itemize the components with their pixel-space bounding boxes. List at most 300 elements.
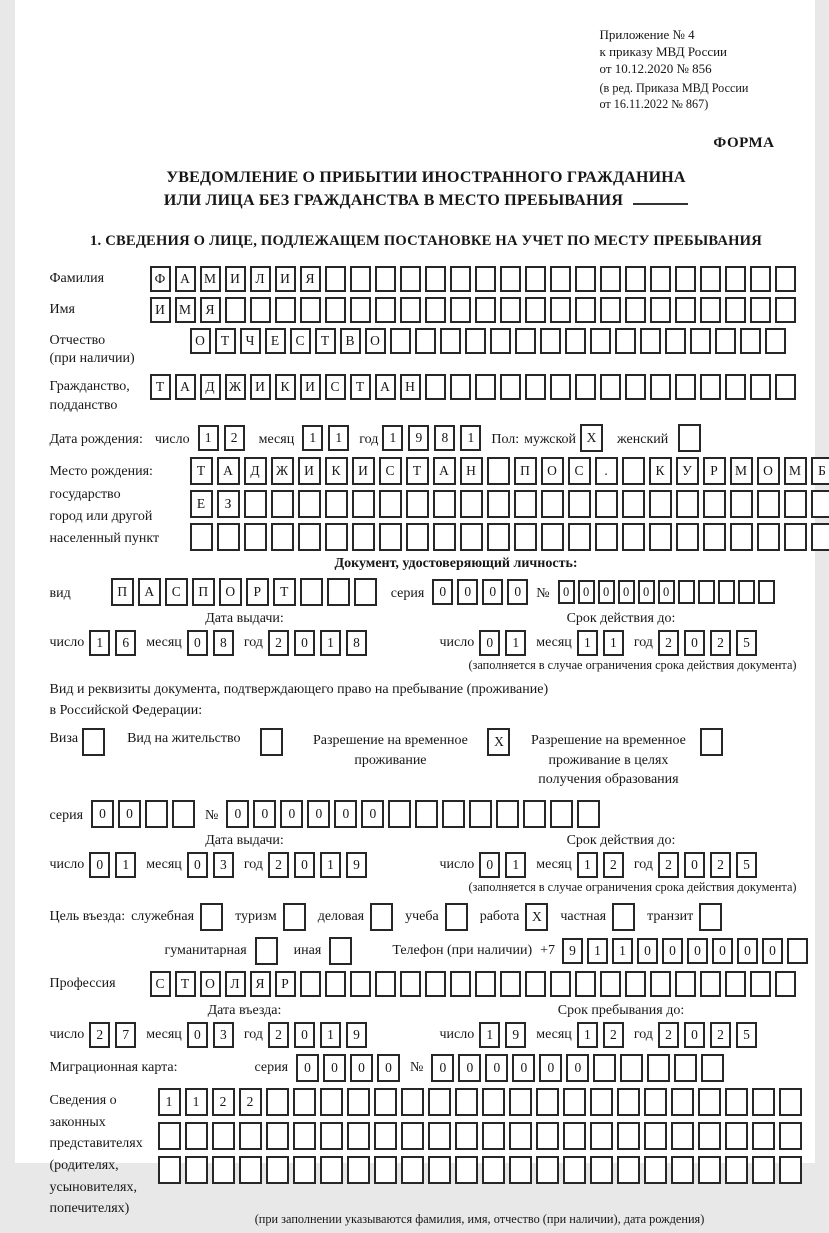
char-box[interactable]: 0	[687, 938, 708, 964]
char-box[interactable]	[752, 1156, 775, 1184]
char-box[interactable]	[450, 374, 471, 400]
char-box[interactable]	[525, 374, 546, 400]
char-box[interactable]	[370, 903, 393, 931]
char-box[interactable]	[490, 328, 511, 354]
char-box[interactable]	[300, 971, 321, 997]
char-box[interactable]	[172, 800, 195, 828]
char-box[interactable]	[675, 374, 696, 400]
char-box[interactable]: З	[217, 490, 240, 518]
char-box[interactable]: Д	[200, 374, 221, 400]
char-box[interactable]	[400, 297, 421, 323]
char-box[interactable]: 0	[658, 580, 675, 604]
char-box[interactable]	[700, 297, 721, 323]
char-box[interactable]	[650, 971, 671, 997]
char-box[interactable]: 2	[89, 1022, 110, 1048]
char-box[interactable]: 2	[212, 1088, 235, 1116]
char-box[interactable]: 0	[558, 580, 575, 604]
char-box[interactable]	[442, 800, 465, 828]
char-box[interactable]: 2	[224, 425, 245, 451]
char-box[interactable]: 0	[507, 579, 528, 605]
char-box[interactable]	[725, 374, 746, 400]
char-box[interactable]: А	[138, 578, 161, 606]
char-box[interactable]	[509, 1122, 532, 1150]
char-box[interactable]: 0	[89, 852, 110, 878]
char-box[interactable]	[428, 1156, 451, 1184]
char-box[interactable]	[750, 971, 771, 997]
char-box[interactable]	[347, 1156, 370, 1184]
char-box[interactable]	[617, 1088, 640, 1116]
char-box[interactable]	[725, 266, 746, 292]
char-box[interactable]: Н	[400, 374, 421, 400]
char-box[interactable]: 1	[328, 425, 349, 451]
char-box[interactable]	[374, 1088, 397, 1116]
char-box[interactable]	[320, 1122, 343, 1150]
char-box[interactable]: 0	[294, 852, 315, 878]
char-box[interactable]: О	[200, 971, 221, 997]
char-box[interactable]: Т	[273, 578, 296, 606]
char-box[interactable]: П	[192, 578, 215, 606]
char-box[interactable]: Ч	[240, 328, 261, 354]
char-box[interactable]	[200, 903, 223, 931]
char-box[interactable]	[401, 1156, 424, 1184]
char-box[interactable]	[779, 1088, 802, 1116]
char-box[interactable]: Б	[811, 457, 829, 485]
char-box[interactable]: 1	[382, 425, 403, 451]
char-box[interactable]	[678, 580, 695, 604]
char-box[interactable]: 0	[350, 1054, 373, 1082]
char-box[interactable]	[699, 903, 722, 931]
char-box[interactable]: 0	[637, 938, 658, 964]
char-box[interactable]	[325, 490, 348, 518]
char-box[interactable]	[475, 971, 496, 997]
char-box[interactable]: 7	[115, 1022, 136, 1048]
char-box[interactable]	[401, 1088, 424, 1116]
char-box[interactable]	[354, 578, 377, 606]
char-box[interactable]	[325, 297, 346, 323]
char-box[interactable]	[765, 328, 786, 354]
char-box[interactable]	[540, 328, 561, 354]
char-box[interactable]	[700, 971, 721, 997]
char-box[interactable]: С	[165, 578, 188, 606]
char-box[interactable]	[671, 1122, 694, 1150]
char-box[interactable]	[225, 297, 246, 323]
char-box[interactable]	[455, 1156, 478, 1184]
char-box[interactable]	[703, 490, 726, 518]
char-box[interactable]: 1	[479, 1022, 500, 1048]
char-box[interactable]	[465, 328, 486, 354]
char-box[interactable]	[811, 523, 829, 551]
char-box[interactable]	[676, 490, 699, 518]
char-box[interactable]: 8	[213, 630, 234, 656]
char-box[interactable]	[455, 1088, 478, 1116]
char-box[interactable]: Я	[300, 266, 321, 292]
char-box[interactable]: 1	[587, 938, 608, 964]
char-box[interactable]	[509, 1088, 532, 1116]
char-box[interactable]: 1	[460, 425, 481, 451]
char-box[interactable]	[590, 328, 611, 354]
char-box[interactable]: Я	[200, 297, 221, 323]
char-box[interactable]	[390, 328, 411, 354]
char-box[interactable]: К	[325, 457, 348, 485]
char-box[interactable]	[388, 800, 411, 828]
char-box[interactable]	[536, 1156, 559, 1184]
char-box[interactable]	[650, 297, 671, 323]
char-box[interactable]: О	[757, 457, 780, 485]
char-box[interactable]	[445, 903, 468, 931]
char-box[interactable]	[325, 266, 346, 292]
char-box[interactable]	[298, 523, 321, 551]
char-box[interactable]: Е	[265, 328, 286, 354]
char-box[interactable]	[185, 1122, 208, 1150]
char-box[interactable]	[640, 328, 661, 354]
char-box[interactable]	[650, 266, 671, 292]
char-box[interactable]	[487, 523, 510, 551]
char-box[interactable]	[595, 490, 618, 518]
char-box[interactable]: 1	[577, 852, 598, 878]
char-box[interactable]: О	[541, 457, 564, 485]
char-box[interactable]	[425, 266, 446, 292]
char-box[interactable]	[460, 490, 483, 518]
char-box[interactable]: С	[568, 457, 591, 485]
char-box[interactable]	[300, 297, 321, 323]
char-box[interactable]	[406, 523, 429, 551]
char-box[interactable]	[740, 328, 761, 354]
char-box[interactable]	[525, 297, 546, 323]
char-box[interactable]: 9	[505, 1022, 526, 1048]
char-box[interactable]	[475, 374, 496, 400]
char-box[interactable]	[779, 1156, 802, 1184]
char-box[interactable]: 1	[577, 630, 598, 656]
char-box[interactable]	[244, 490, 267, 518]
char-box[interactable]	[185, 1156, 208, 1184]
char-box[interactable]: Р	[703, 457, 726, 485]
char-box[interactable]	[298, 490, 321, 518]
char-box[interactable]: А	[175, 266, 196, 292]
char-box[interactable]: 2	[658, 852, 679, 878]
char-box[interactable]	[375, 297, 396, 323]
char-box[interactable]	[266, 1088, 289, 1116]
char-box[interactable]	[698, 580, 715, 604]
char-box[interactable]: 1	[302, 425, 323, 451]
char-box[interactable]	[676, 523, 699, 551]
char-box[interactable]: Т	[175, 971, 196, 997]
char-box[interactable]: К	[275, 374, 296, 400]
char-box[interactable]: Ж	[271, 457, 294, 485]
char-box[interactable]	[775, 374, 796, 400]
char-box[interactable]	[428, 1122, 451, 1150]
char-box[interactable]	[347, 1122, 370, 1150]
char-box[interactable]	[460, 523, 483, 551]
char-box[interactable]	[617, 1122, 640, 1150]
char-box[interactable]: 0	[432, 579, 453, 605]
char-box[interactable]	[325, 523, 348, 551]
char-box[interactable]	[271, 490, 294, 518]
char-box[interactable]: 2	[268, 1022, 289, 1048]
char-box[interactable]	[600, 971, 621, 997]
char-box[interactable]	[536, 1088, 559, 1116]
char-box[interactable]	[718, 580, 735, 604]
char-box[interactable]	[675, 266, 696, 292]
char-box[interactable]	[698, 1122, 721, 1150]
char-box[interactable]	[600, 266, 621, 292]
char-box[interactable]	[525, 971, 546, 997]
char-box[interactable]	[750, 374, 771, 400]
char-box[interactable]	[622, 457, 645, 485]
char-box[interactable]	[725, 971, 746, 997]
char-box[interactable]: 0	[457, 579, 478, 605]
char-box[interactable]: 3	[213, 1022, 234, 1048]
char-box[interactable]	[750, 266, 771, 292]
char-box[interactable]: 0	[226, 800, 249, 828]
char-box[interactable]	[563, 1088, 586, 1116]
char-box[interactable]	[725, 297, 746, 323]
char-box[interactable]: М	[175, 297, 196, 323]
char-box[interactable]	[509, 1156, 532, 1184]
char-box[interactable]: 1	[505, 630, 526, 656]
char-box[interactable]: 2	[658, 1022, 679, 1048]
char-box[interactable]	[565, 328, 586, 354]
char-box[interactable]: 3	[213, 852, 234, 878]
char-box[interactable]	[352, 490, 375, 518]
char-box[interactable]	[425, 374, 446, 400]
char-box[interactable]: И	[150, 297, 171, 323]
char-box[interactable]	[600, 297, 621, 323]
char-box[interactable]: 1	[115, 852, 136, 878]
char-box[interactable]: А	[433, 457, 456, 485]
char-box[interactable]	[347, 1088, 370, 1116]
char-box[interactable]: 0	[482, 579, 503, 605]
char-box[interactable]	[425, 297, 446, 323]
char-box[interactable]: .	[595, 457, 618, 485]
char-box[interactable]	[401, 1122, 424, 1150]
char-box[interactable]	[293, 1122, 316, 1150]
char-box[interactable]	[250, 297, 271, 323]
char-box[interactable]	[649, 490, 672, 518]
char-box[interactable]: С	[290, 328, 311, 354]
char-box[interactable]	[541, 490, 564, 518]
char-box[interactable]: О	[365, 328, 386, 354]
char-box[interactable]: Ф	[150, 266, 171, 292]
char-box[interactable]	[730, 490, 753, 518]
char-box[interactable]	[212, 1122, 235, 1150]
char-box[interactable]	[750, 297, 771, 323]
char-box[interactable]: 1	[612, 938, 633, 964]
char-box[interactable]: 0	[458, 1054, 481, 1082]
char-box[interactable]	[568, 490, 591, 518]
char-box[interactable]	[550, 266, 571, 292]
char-box[interactable]	[266, 1122, 289, 1150]
char-box[interactable]	[482, 1156, 505, 1184]
char-box[interactable]	[575, 297, 596, 323]
char-box[interactable]	[775, 266, 796, 292]
char-box[interactable]	[590, 1156, 613, 1184]
char-box[interactable]	[593, 1054, 616, 1082]
char-box[interactable]: Т	[190, 457, 213, 485]
char-box[interactable]: 8	[434, 425, 455, 451]
char-box[interactable]	[482, 1122, 505, 1150]
char-box[interactable]	[400, 971, 421, 997]
char-box[interactable]: 0	[762, 938, 783, 964]
char-box[interactable]	[406, 490, 429, 518]
char-box[interactable]	[575, 374, 596, 400]
char-box[interactable]: М	[784, 457, 807, 485]
char-box[interactable]	[644, 1088, 667, 1116]
char-box[interactable]: 8	[346, 630, 367, 656]
char-box[interactable]: 0	[187, 1022, 208, 1048]
char-box[interactable]	[514, 490, 537, 518]
char-box[interactable]: 9	[562, 938, 583, 964]
char-box[interactable]: 2	[603, 852, 624, 878]
char-box[interactable]	[271, 523, 294, 551]
char-box[interactable]: 1	[185, 1088, 208, 1116]
char-box[interactable]	[620, 1054, 643, 1082]
char-box[interactable]	[650, 374, 671, 400]
char-box[interactable]	[675, 297, 696, 323]
char-box[interactable]: Я	[250, 971, 271, 997]
char-box[interactable]	[374, 1122, 397, 1150]
char-box[interactable]: В	[340, 328, 361, 354]
char-box[interactable]: И	[300, 374, 321, 400]
char-box[interactable]	[239, 1122, 262, 1150]
char-box[interactable]: М	[200, 266, 221, 292]
char-box[interactable]: Т	[215, 328, 236, 354]
char-box[interactable]	[525, 266, 546, 292]
char-box[interactable]	[275, 297, 296, 323]
char-box[interactable]	[625, 374, 646, 400]
char-box[interactable]: О	[190, 328, 211, 354]
char-box[interactable]	[644, 1156, 667, 1184]
char-box[interactable]: 0	[294, 630, 315, 656]
char-box[interactable]	[469, 800, 492, 828]
char-box[interactable]	[625, 266, 646, 292]
char-box[interactable]	[698, 1088, 721, 1116]
char-box[interactable]: 0	[431, 1054, 454, 1082]
char-box[interactable]: 1	[577, 1022, 598, 1048]
char-box[interactable]	[647, 1054, 670, 1082]
char-box[interactable]: 1	[320, 630, 341, 656]
char-box[interactable]	[590, 1088, 613, 1116]
char-box[interactable]: 1	[505, 852, 526, 878]
char-box[interactable]: Н	[460, 457, 483, 485]
char-box[interactable]	[698, 1156, 721, 1184]
char-box[interactable]	[400, 266, 421, 292]
char-box[interactable]: И	[352, 457, 375, 485]
char-box[interactable]	[350, 297, 371, 323]
char-box[interactable]: Р	[246, 578, 269, 606]
char-box[interactable]	[239, 1156, 262, 1184]
char-box[interactable]	[625, 971, 646, 997]
char-box[interactable]: 9	[408, 425, 429, 451]
char-box[interactable]: 1	[320, 852, 341, 878]
char-box[interactable]: Ж	[225, 374, 246, 400]
char-box[interactable]	[775, 971, 796, 997]
char-box[interactable]: 0	[377, 1054, 400, 1082]
char-box[interactable]	[350, 266, 371, 292]
char-box[interactable]: И	[298, 457, 321, 485]
char-box[interactable]: А	[375, 374, 396, 400]
char-box[interactable]	[758, 580, 775, 604]
char-box[interactable]	[293, 1156, 316, 1184]
char-box[interactable]: О	[219, 578, 242, 606]
char-box[interactable]	[563, 1122, 586, 1150]
char-box[interactable]	[550, 297, 571, 323]
char-box[interactable]: X	[580, 424, 603, 452]
char-box[interactable]: 9	[346, 1022, 367, 1048]
char-box[interactable]	[671, 1088, 694, 1116]
char-box[interactable]: 0	[187, 630, 208, 656]
char-box[interactable]	[536, 1122, 559, 1150]
char-box[interactable]	[320, 1156, 343, 1184]
char-box[interactable]: 0	[334, 800, 357, 828]
char-box[interactable]	[500, 374, 521, 400]
char-box[interactable]: Т	[406, 457, 429, 485]
char-box[interactable]	[352, 523, 375, 551]
char-box[interactable]	[475, 297, 496, 323]
char-box[interactable]: К	[649, 457, 672, 485]
char-box[interactable]	[550, 374, 571, 400]
char-box[interactable]	[575, 266, 596, 292]
char-box[interactable]: 0	[118, 800, 141, 828]
char-box[interactable]: 5	[736, 1022, 757, 1048]
char-box[interactable]	[625, 297, 646, 323]
char-box[interactable]	[595, 523, 618, 551]
char-box[interactable]: 0	[512, 1054, 535, 1082]
char-box[interactable]: А	[217, 457, 240, 485]
char-box[interactable]: С	[379, 457, 402, 485]
char-box[interactable]: 0	[361, 800, 384, 828]
char-box[interactable]	[568, 523, 591, 551]
char-box[interactable]	[440, 328, 461, 354]
char-box[interactable]	[145, 800, 168, 828]
char-box[interactable]: С	[325, 374, 346, 400]
char-box[interactable]: 0	[566, 1054, 589, 1082]
char-box[interactable]: Т	[350, 374, 371, 400]
char-box[interactable]	[738, 580, 755, 604]
char-box[interactable]	[617, 1156, 640, 1184]
char-box[interactable]	[784, 523, 807, 551]
char-box[interactable]	[671, 1156, 694, 1184]
char-box[interactable]: 0	[485, 1054, 508, 1082]
char-box[interactable]	[550, 971, 571, 997]
char-box[interactable]: 2	[603, 1022, 624, 1048]
char-box[interactable]: 0	[712, 938, 733, 964]
char-box[interactable]	[700, 728, 723, 756]
char-box[interactable]	[725, 1156, 748, 1184]
char-box[interactable]	[811, 490, 829, 518]
char-box[interactable]	[500, 266, 521, 292]
char-box[interactable]: 0	[598, 580, 615, 604]
char-box[interactable]	[523, 800, 546, 828]
char-box[interactable]	[450, 971, 471, 997]
char-box[interactable]: 0	[662, 938, 683, 964]
char-box[interactable]	[375, 971, 396, 997]
char-box[interactable]	[725, 1122, 748, 1150]
char-box[interactable]: Д	[244, 457, 267, 485]
char-box[interactable]	[350, 971, 371, 997]
char-box[interactable]	[700, 266, 721, 292]
char-box[interactable]	[500, 297, 521, 323]
char-box[interactable]: Т	[315, 328, 336, 354]
char-box[interactable]: 1	[603, 630, 624, 656]
char-box[interactable]: А	[175, 374, 196, 400]
char-box[interactable]	[374, 1156, 397, 1184]
char-box[interactable]	[496, 800, 519, 828]
char-box[interactable]: 0	[294, 1022, 315, 1048]
char-box[interactable]	[244, 523, 267, 551]
char-box[interactable]	[700, 374, 721, 400]
char-box[interactable]: 0	[280, 800, 303, 828]
char-box[interactable]	[757, 523, 780, 551]
